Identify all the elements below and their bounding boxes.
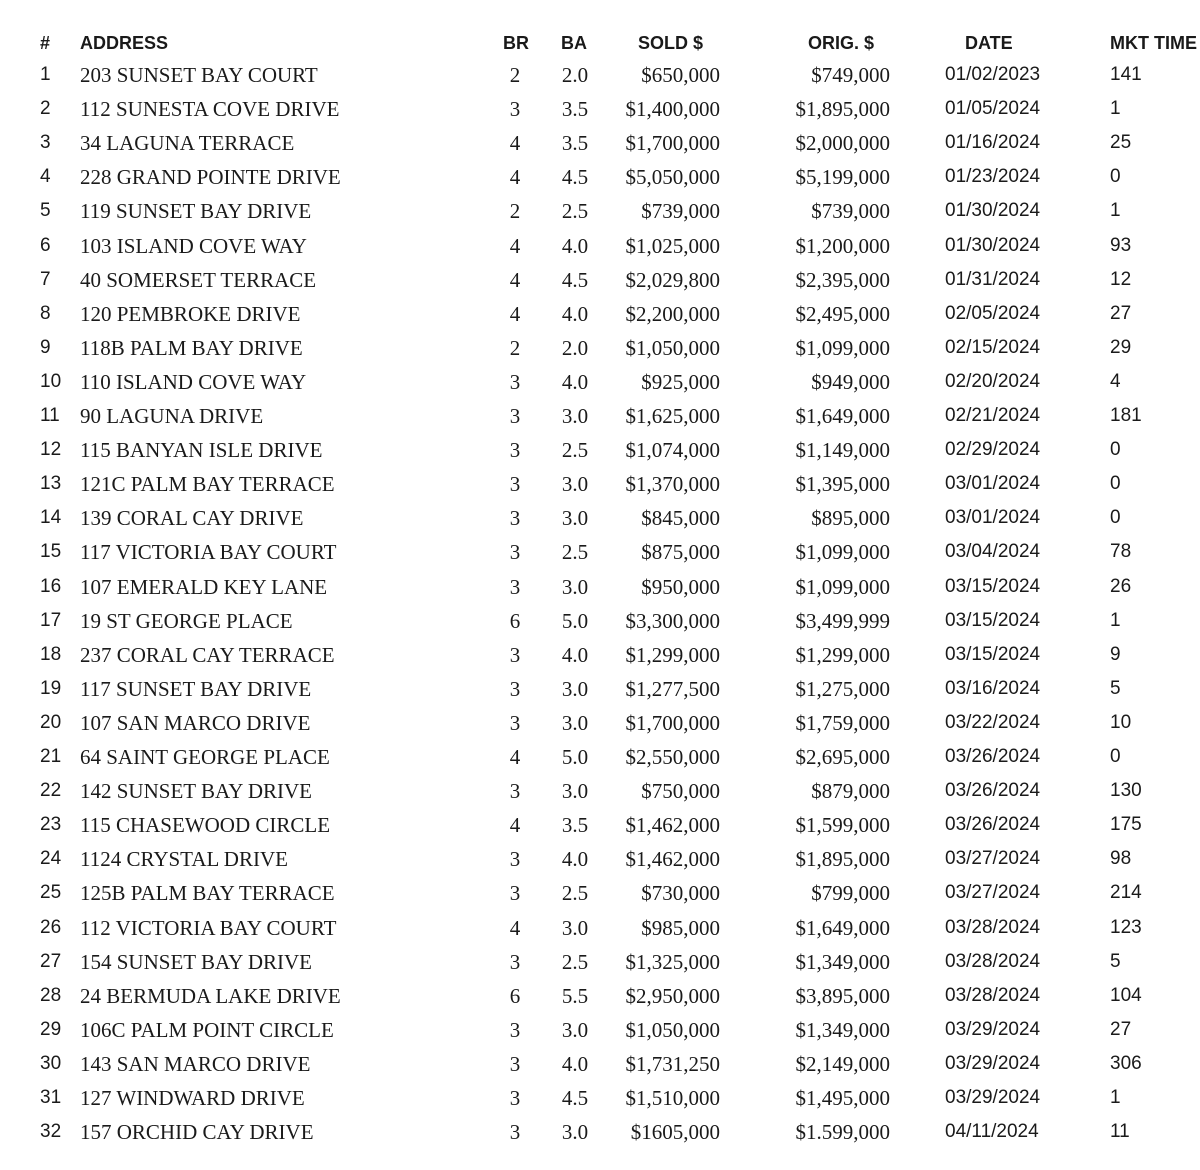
market-time-cell: 10 [1110, 711, 1132, 733]
row-number: 7 [40, 268, 51, 290]
row-number: 9 [40, 336, 51, 358]
original-price-cell: $1,649,000 [795, 404, 890, 428]
sold-price-cell: $1,400,000 [625, 97, 720, 122]
address-cell: 115 CHASEWOOD CIRCLE [80, 813, 331, 838]
sold-price-cell: $3,300,000 [625, 608, 720, 633]
bedrooms-cell: 4 [509, 233, 521, 258]
sold-price-cell: $1,462,000 [625, 847, 720, 872]
date-cell: 03/15/2024 [945, 643, 1041, 665]
address-cell: 107 SAN MARCO DRIVE [80, 710, 311, 735]
sold-price-cell: $730,000 [641, 881, 720, 906]
row-number: 30 [40, 1052, 62, 1074]
row-number: 18 [40, 643, 62, 665]
row-number: 31 [40, 1087, 62, 1108]
bathrooms-cell: 3.0 [561, 1120, 589, 1145]
market-time-cell: 25 [1110, 132, 1132, 154]
row-number: 11 [40, 405, 60, 426]
table-row [0, 913, 1200, 947]
address-cell: 237 CORAL CAY TERRACE [80, 642, 335, 667]
bathrooms-cell: 4.0 [561, 301, 589, 326]
date-cell: 03/16/2024 [945, 677, 1041, 699]
address-cell: 40 SOMERSET TERRACE [80, 267, 317, 292]
original-price-cell: $1,099,000 [795, 540, 890, 565]
date-cell: 03/15/2024 [945, 609, 1041, 631]
sold-price-cell: $950,000 [641, 574, 720, 599]
address-cell: 127 WINDWARD DRIVE [80, 1086, 305, 1110]
sold-price-cell: $1,299,000 [625, 642, 720, 667]
sold-price-cell: $925,000 [641, 369, 720, 394]
bathrooms-cell: 3.0 [561, 472, 589, 497]
date-cell: 02/21/2024 [945, 405, 1041, 426]
bedrooms-cell: 4 [509, 267, 521, 292]
date-cell: 03/29/2024 [945, 1018, 1041, 1040]
market-time-cell: 78 [1110, 541, 1132, 563]
row-number: 14 [40, 507, 62, 529]
sold-price-cell: $1605,000 [630, 1120, 720, 1145]
sold-price-cell: $1,074,000 [625, 438, 720, 463]
market-time-cell: 4 [1110, 370, 1121, 392]
date-cell: 03/04/2024 [945, 541, 1041, 563]
market-time-cell: 1 [1110, 98, 1121, 120]
bathrooms-cell: 4.5 [561, 165, 589, 190]
table-row [0, 572, 1200, 606]
row-number: 25 [40, 882, 62, 904]
bathrooms-cell: 3.0 [561, 506, 589, 531]
address-cell: 110 ISLAND COVE WAY [80, 369, 307, 394]
bedrooms-cell: 3 [509, 1120, 521, 1145]
table-row [0, 60, 1200, 94]
sold-price-cell: $2,200,000 [625, 301, 720, 326]
original-price-cell: $879,000 [811, 779, 890, 804]
bathrooms-cell: 4.5 [561, 1086, 589, 1110]
original-price-cell: $2,149,000 [795, 1051, 890, 1076]
address-cell: 112 VICTORIA BAY COURT [80, 915, 337, 940]
address-cell: 1124 CRYSTAL DRIVE [80, 847, 288, 872]
market-time-cell: 0 [1110, 746, 1121, 767]
date-cell: 01/16/2024 [945, 132, 1041, 154]
row-number: 12 [40, 439, 62, 461]
row-number: 16 [40, 575, 62, 597]
date-cell: 02/20/2024 [945, 370, 1041, 392]
address-cell: 118B PALM BAY DRIVE [80, 335, 303, 360]
row-number: 15 [40, 541, 62, 563]
original-price-cell: $1,349,000 [795, 949, 890, 974]
original-price-cell: $1,299,000 [795, 642, 890, 667]
market-time-cell: 0 [1110, 166, 1121, 188]
market-time-cell: 0 [1110, 507, 1121, 529]
date-cell: 01/02/2023 [945, 64, 1041, 85]
sold-price-cell: $1,277,500 [625, 676, 720, 701]
bathrooms-cell: 5.5 [561, 983, 589, 1008]
address-cell: 120 PEMBROKE DRIVE [80, 301, 301, 326]
row-number: 21 [40, 746, 62, 767]
bedrooms-cell: 2 [509, 335, 521, 360]
column-header-address: ADDRESS [80, 33, 169, 53]
date-cell: 02/29/2024 [945, 439, 1041, 461]
sold-price-cell: $1,510,000 [625, 1086, 720, 1110]
original-price-cell: $739,000 [811, 199, 890, 224]
bathrooms-cell: 3.0 [561, 710, 589, 735]
date-cell: 03/26/2024 [945, 746, 1041, 767]
bedrooms-cell: 4 [509, 131, 521, 156]
address-cell: 112 SUNESTA COVE DRIVE [80, 97, 340, 122]
bedrooms-cell: 3 [509, 438, 521, 463]
bedrooms-cell: 3 [509, 710, 521, 735]
address-cell: 106C PALM POINT CIRCLE [80, 1017, 334, 1042]
address-cell: 139 CORAL CAY DRIVE [80, 506, 304, 531]
market-time-cell: 27 [1110, 302, 1132, 324]
original-price-cell: $1,099,000 [795, 574, 890, 599]
bathrooms-cell: 2.5 [561, 199, 589, 224]
sold-price-cell: $875,000 [641, 540, 720, 565]
address-cell: 117 VICTORIA BAY COURT [80, 540, 337, 565]
row-number: 1 [40, 64, 51, 85]
date-cell: 03/27/2024 [945, 882, 1041, 904]
market-time-cell: 5 [1110, 677, 1121, 699]
address-cell: 119 SUNSET BAY DRIVE [80, 199, 312, 224]
column-header-bedrooms: BR [503, 33, 529, 53]
date-cell: 03/28/2024 [945, 984, 1041, 1006]
bedrooms-cell: 3 [509, 1086, 521, 1110]
table-row [0, 435, 1200, 469]
original-price-cell: $3,499,999 [795, 608, 890, 633]
market-time-cell: 0 [1110, 439, 1121, 461]
market-time-cell: 175 [1110, 814, 1142, 836]
bedrooms-cell: 4 [509, 813, 521, 838]
table-row [0, 947, 1200, 981]
original-price-cell: $1,349,000 [795, 1017, 890, 1042]
date-cell: 01/23/2024 [945, 166, 1041, 188]
date-cell: 04/11/2024 [945, 1121, 1039, 1143]
table-row [0, 776, 1200, 810]
sold-price-cell: $1,370,000 [625, 472, 720, 497]
row-number: 6 [40, 234, 51, 256]
date-cell: 03/26/2024 [945, 780, 1041, 802]
bathrooms-cell: 3.0 [561, 915, 589, 940]
bathrooms-cell: 4.5 [561, 267, 589, 292]
row-number: 22 [40, 780, 62, 802]
bathrooms-cell: 3.5 [561, 813, 589, 838]
table-row [0, 231, 1200, 265]
date-cell: 01/30/2024 [945, 200, 1041, 222]
address-cell: 24 BERMUDA LAKE DRIVE [80, 983, 341, 1008]
bathrooms-cell: 4.0 [561, 847, 589, 872]
sold-price-cell: $845,000 [641, 506, 720, 531]
market-time-cell: 27 [1110, 1018, 1132, 1040]
sold-price-cell: $1,462,000 [625, 813, 720, 838]
bathrooms-cell: 4.0 [561, 642, 589, 667]
table-row [0, 810, 1200, 844]
date-cell: 03/28/2024 [945, 950, 1041, 972]
address-cell: 90 LAGUNA DRIVE [80, 404, 264, 428]
sold-price-cell: $1,731,250 [625, 1051, 720, 1076]
sold-price-cell: $1,025,000 [625, 233, 720, 258]
table-row [0, 844, 1200, 878]
table-row [0, 1083, 1200, 1117]
table-row [0, 981, 1200, 1015]
bedrooms-cell: 2 [509, 63, 521, 87]
original-price-cell: $2,395,000 [795, 267, 890, 292]
market-time-cell: 130 [1110, 780, 1142, 802]
address-cell: 228 GRAND POINTE DRIVE [80, 165, 341, 190]
address-cell: 103 ISLAND COVE WAY [80, 233, 307, 258]
bedrooms-cell: 3 [509, 1051, 521, 1076]
date-cell: 01/05/2024 [945, 98, 1041, 120]
row-number: 13 [40, 473, 62, 495]
table-row [0, 606, 1200, 640]
address-cell: 19 ST GEORGE PLACE [80, 608, 293, 633]
original-price-cell: $1,275,000 [795, 676, 890, 701]
original-price-cell: $1.599,000 [795, 1120, 890, 1145]
market-time-cell: 123 [1110, 916, 1142, 938]
original-price-cell: $1,495,000 [795, 1086, 890, 1110]
row-number: 29 [40, 1018, 62, 1040]
address-cell: 125B PALM BAY TERRACE [80, 881, 335, 906]
table-row [0, 367, 1200, 401]
date-cell: 03/01/2024 [945, 473, 1041, 495]
sold-price-cell: $1,325,000 [625, 949, 720, 974]
market-time-cell: 141 [1110, 64, 1142, 85]
address-cell: 34 LAGUNA TERRACE [80, 131, 295, 156]
date-cell: 03/27/2024 [945, 848, 1041, 870]
bedrooms-cell: 3 [509, 472, 521, 497]
column-header-market-time: MKT TIME [1110, 33, 1197, 53]
bedrooms-cell: 6 [509, 983, 521, 1008]
market-time-cell: 12 [1110, 268, 1132, 290]
bedrooms-cell: 3 [509, 574, 521, 599]
bathrooms-cell: 3.0 [561, 676, 589, 701]
address-cell: 143 SAN MARCO DRIVE [80, 1051, 311, 1076]
bathrooms-cell: 2.0 [561, 63, 589, 87]
sold-price-cell: $1,700,000 [625, 131, 720, 156]
bathrooms-cell: 4.0 [561, 1051, 589, 1076]
row-number: 8 [40, 302, 51, 324]
original-price-cell: $2,495,000 [795, 301, 890, 326]
row-number: 32 [40, 1121, 62, 1143]
original-price-cell: $1,395,000 [795, 472, 890, 497]
market-time-cell: 1 [1110, 609, 1121, 631]
sold-price-cell: $5,050,000 [625, 165, 720, 190]
sold-price-cell: $985,000 [641, 915, 720, 940]
table-row [0, 503, 1200, 537]
bedrooms-cell: 4 [509, 745, 521, 769]
market-time-cell: 93 [1110, 234, 1132, 256]
original-price-cell: $3,895,000 [795, 983, 890, 1008]
row-number: 28 [40, 984, 62, 1006]
bedrooms-cell: 3 [509, 642, 521, 667]
bedrooms-cell: 3 [509, 779, 521, 804]
bathrooms-cell: 2.5 [561, 949, 589, 974]
bedrooms-cell: 3 [509, 369, 521, 394]
bedrooms-cell: 4 [509, 915, 521, 940]
bedrooms-cell: 4 [509, 301, 521, 326]
bathrooms-cell: 3.0 [561, 779, 589, 804]
bedrooms-cell: 3 [509, 881, 521, 906]
address-cell: 107 EMERALD KEY LANE [80, 574, 328, 599]
date-cell: 02/15/2024 [945, 336, 1041, 358]
market-time-cell: 98 [1110, 848, 1132, 870]
row-number: 2 [40, 98, 51, 120]
date-cell: 03/26/2024 [945, 814, 1041, 836]
bathrooms-cell: 3.5 [561, 131, 589, 156]
row-number: 20 [40, 711, 62, 733]
original-price-cell: $1,895,000 [795, 847, 890, 872]
address-cell: 121C PALM BAY TERRACE [80, 472, 335, 497]
row-number: 19 [40, 677, 62, 699]
table-row [0, 333, 1200, 367]
table-row [0, 1015, 1200, 1049]
original-price-cell: $1,099,000 [795, 335, 890, 360]
column-header-bathrooms: BA [561, 33, 587, 53]
bathrooms-cell: 2.0 [561, 335, 589, 360]
bathrooms-cell: 2.5 [561, 438, 589, 463]
row-number: 3 [40, 132, 51, 154]
market-time-cell: 181 [1110, 405, 1142, 426]
market-time-cell: 5 [1110, 950, 1121, 972]
row-number: 10 [40, 370, 62, 392]
table-row [0, 537, 1200, 571]
sold-price-cell: $1,050,000 [625, 335, 720, 360]
column-header-original-price: ORIG. $ [808, 33, 875, 53]
sold-price-cell: $1,625,000 [625, 404, 720, 428]
table-header [0, 28, 1200, 58]
address-cell: 142 SUNSET BAY DRIVE [80, 779, 313, 804]
original-price-cell: $1,149,000 [795, 438, 890, 463]
bedrooms-cell: 4 [509, 165, 521, 190]
bedrooms-cell: 3 [509, 676, 521, 701]
bedrooms-cell: 6 [509, 608, 521, 633]
market-time-cell: 104 [1110, 984, 1142, 1006]
table-row [0, 265, 1200, 299]
original-price-cell: $1,759,000 [795, 710, 890, 735]
address-cell: 115 BANYAN ISLE DRIVE [80, 438, 323, 463]
bedrooms-cell: 3 [509, 1017, 521, 1042]
row-number: 26 [40, 916, 62, 938]
date-cell: 03/01/2024 [945, 507, 1041, 529]
market-time-cell: 306 [1110, 1052, 1142, 1074]
bathrooms-cell: 4.0 [561, 233, 589, 258]
market-time-cell: 0 [1110, 473, 1121, 495]
sold-price-cell: $750,000 [641, 779, 720, 804]
table-row [0, 1049, 1200, 1083]
table-row [0, 196, 1200, 230]
address-cell: 203 SUNSET BAY COURT [80, 63, 318, 87]
address-cell: 117 SUNSET BAY DRIVE [80, 676, 312, 701]
original-price-cell: $749,000 [811, 63, 890, 87]
table-row [0, 299, 1200, 333]
original-price-cell: $799,000 [811, 881, 890, 906]
table-row [0, 878, 1200, 912]
table-row [0, 162, 1200, 196]
original-price-cell: $1,895,000 [795, 97, 890, 122]
sold-price-cell: $739,000 [641, 199, 720, 224]
table-row [0, 401, 1200, 435]
sold-price-cell: $650,000 [641, 63, 720, 87]
column-header-sold-price: SOLD $ [638, 33, 704, 53]
original-price-cell: $1,649,000 [795, 915, 890, 940]
row-number: 24 [40, 848, 62, 870]
market-time-cell: 26 [1110, 575, 1132, 597]
date-cell: 03/22/2024 [945, 711, 1041, 733]
sold-price-cell: $2,550,000 [625, 745, 720, 769]
table-row [0, 742, 1200, 776]
bedrooms-cell: 3 [509, 506, 521, 531]
table-row [0, 128, 1200, 162]
bedrooms-cell: 3 [509, 847, 521, 872]
date-cell: 03/29/2024 [945, 1052, 1041, 1074]
original-price-cell: $2,000,000 [795, 131, 890, 156]
sold-price-cell: $2,950,000 [625, 983, 720, 1008]
sold-price-cell: $2,029,800 [625, 267, 720, 292]
bathrooms-cell: 5.0 [561, 745, 589, 769]
bedrooms-cell: 3 [509, 97, 521, 122]
bedrooms-cell: 2 [509, 199, 521, 224]
row-number: 27 [40, 950, 62, 972]
market-time-cell: 11 [1110, 1121, 1130, 1143]
table-row [0, 674, 1200, 708]
bathrooms-cell: 3.5 [561, 97, 589, 122]
original-price-cell: $895,000 [811, 506, 890, 531]
original-price-cell: $1,200,000 [795, 233, 890, 258]
address-cell: 157 ORCHID CAY DRIVE [80, 1120, 314, 1145]
original-price-cell: $5,199,000 [795, 165, 890, 190]
bathrooms-cell: 5.0 [561, 608, 589, 633]
market-time-cell: 29 [1110, 336, 1132, 358]
table-row [0, 469, 1200, 503]
market-time-cell: 1 [1110, 1087, 1121, 1108]
date-cell: 02/05/2024 [945, 302, 1041, 324]
bathrooms-cell: 4.0 [561, 369, 589, 394]
original-price-cell: $1,599,000 [795, 813, 890, 838]
date-cell: 03/29/2024 [945, 1087, 1041, 1108]
date-cell: 01/31/2024 [945, 268, 1041, 290]
row-number: 4 [40, 166, 51, 188]
date-cell: 01/30/2024 [945, 234, 1041, 256]
address-cell: 154 SUNSET BAY DRIVE [80, 949, 313, 974]
original-price-cell: $2,695,000 [795, 745, 890, 769]
table-row [0, 708, 1200, 742]
bedrooms-cell: 3 [509, 540, 521, 565]
column-header-number: # [40, 33, 51, 53]
bedrooms-cell: 3 [509, 949, 521, 974]
sold-price-cell: $1,050,000 [625, 1017, 720, 1042]
table-row [0, 640, 1200, 674]
address-cell: 64 SAINT GEORGE PLACE [80, 745, 330, 769]
row-number: 17 [40, 609, 62, 631]
bathrooms-cell: 2.5 [561, 881, 589, 906]
bathrooms-cell: 3.0 [561, 574, 589, 599]
bathrooms-cell: 3.0 [561, 404, 589, 428]
row-number: 23 [40, 814, 62, 836]
bedrooms-cell: 3 [509, 404, 521, 428]
column-header-date: DATE [965, 33, 1013, 53]
market-time-cell: 1 [1110, 200, 1121, 222]
row-number: 5 [40, 200, 51, 222]
bathrooms-cell: 2.5 [561, 540, 589, 565]
market-time-cell: 9 [1110, 643, 1121, 665]
original-price-cell: $949,000 [811, 369, 890, 394]
bathrooms-cell: 3.0 [561, 1017, 589, 1042]
market-time-cell: 214 [1110, 882, 1142, 904]
date-cell: 03/28/2024 [945, 916, 1041, 938]
sold-price-cell: $1,700,000 [625, 710, 720, 735]
date-cell: 03/15/2024 [945, 575, 1041, 597]
table-row [0, 1117, 1200, 1151]
table-row [0, 94, 1200, 128]
